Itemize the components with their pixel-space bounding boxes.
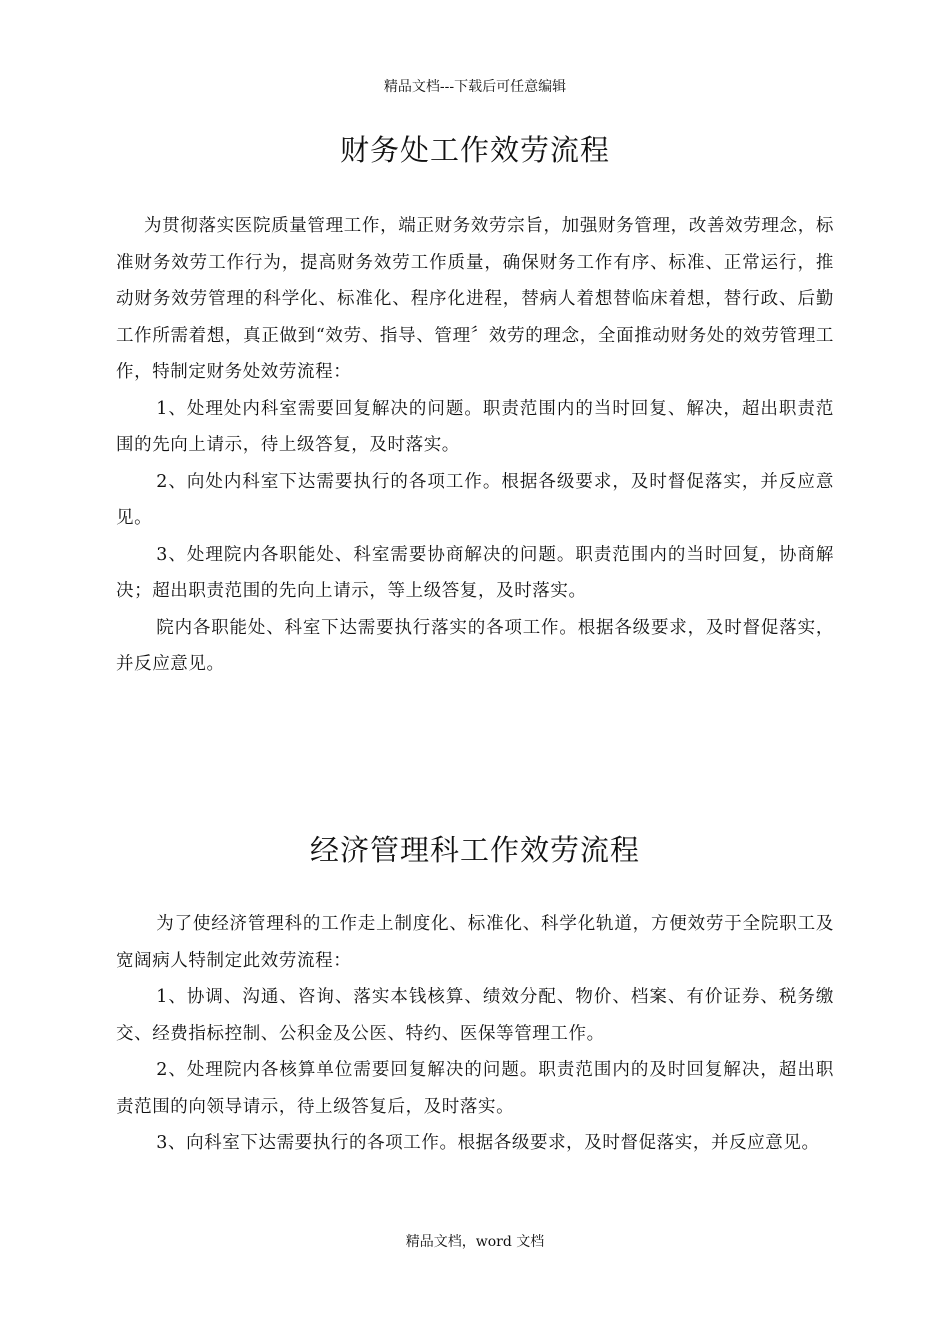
item-paragraph: 3、向科室下达需要执行的各项工作。根据各级要求，及时督促落实，并反应意见。 [156, 1133, 820, 1153]
intro-paragraph: 为了使经济管理科的工作走上制度化、标准化、科学化轨道，方便效劳于全院职工及宽阔病人特制定此效劳流程： [116, 914, 834, 971]
page-footer: 精品文档，word 文档 [405, 1234, 545, 1250]
section-title: 经济管理科工作效劳流程 [309, 833, 640, 867]
section-title: 财务处工作效劳流程 [339, 133, 610, 167]
section-finance-office [116, 130, 834, 683]
item-paragraph: 2、处理院内各核算单位需要回复解决的问题。职责范围内的及时回复解决，超出职责范围的向领导请示，待上级答复后，及时落实。 [116, 1060, 834, 1117]
item-paragraph: 1、处理处内科室需要回复解决的问题。职责范围内的当时回复、解决，超出职责范围的先向上请示，待上级答复，及时落实。 [116, 398, 834, 455]
item-paragraph: 3、处理院内各职能处、科室需要协商解决的问题。职责范围内的当时回复，协商解决；超出职责范围的先向上请示，等上级答复，及时落实。 [116, 544, 834, 601]
item-paragraph: 1、协调、沟通、咨询、落实本钱核算、绩效分配、物价、档案、有价证券、税务缴交、经费指标控制、公积金及公医、特约、医保等管理工作。 [116, 987, 834, 1044]
item-paragraph: 院内各职能处、科室下达需要执行落实的各项工作。根据各级要求，及时督促落实，并反应意见。 [116, 617, 834, 674]
item-paragraph: 2、向处内科室下达需要执行的各项工作。根据各级要求，及时督促落实，并反应意见。 [116, 471, 834, 528]
section-economic-management [116, 830, 834, 1162]
page-header: 精品文档---下载后可任意编辑 [383, 79, 567, 95]
intro-paragraph: 为贯彻落实医院质量管理工作，端正财务效劳宗旨，加强财务管理，改善效劳理念，标准财务效劳工作行为，提高财务效劳工作质量，确保财务工作有序、标准、正常运行，推动财务效劳管理的科学化、标准化、程序化进程，替病人着想替临床着想，替行政、后勤工作所需着想，真正做到“效劳、指导、管理〞效劳的理念，全面推动财务处的效劳管理工作，特制定财务处效劳流程： [116, 216, 834, 382]
